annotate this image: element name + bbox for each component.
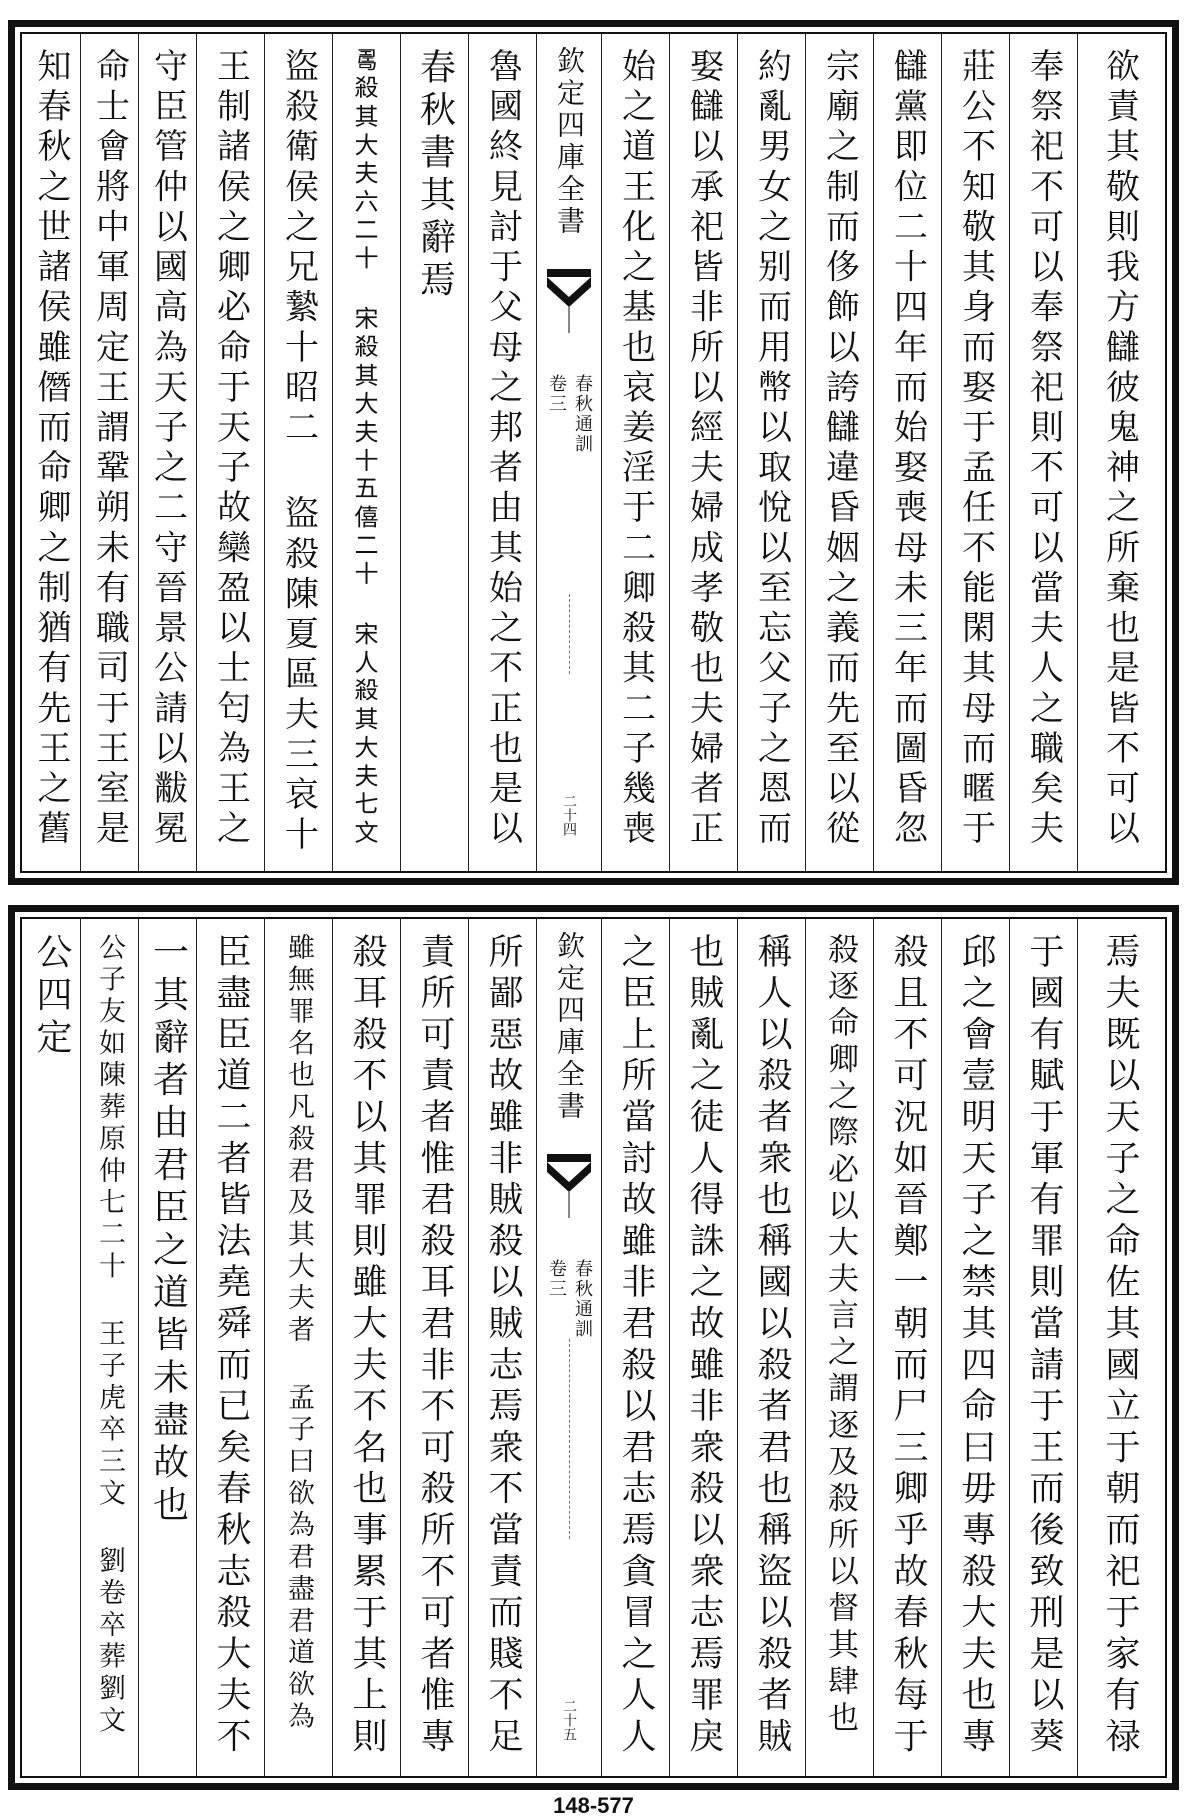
bottom-column-4-text: 殺且不可況如晉鄭一朝而尸三卿乎故春秋每于	[888, 933, 928, 1759]
bottom-column-12	[264, 919, 332, 1776]
page-number: 148-577	[553, 1793, 634, 1818]
top-column-9-text: 魯國終見討于父母之邦者由其始之不正也是以	[482, 48, 523, 851]
bottom-column-11	[332, 919, 400, 1776]
top-column-16	[22, 34, 80, 871]
bottom-column-12-text: 雖無罪名也凡殺君及其大夫者 孟子曰欲為君盡君道欲為	[283, 933, 314, 1734]
bottom-column-13-text: 臣盡臣道二者皆法堯舜而已矣春秋志殺大夫不	[211, 933, 251, 1759]
bottom-column-15	[80, 919, 138, 1776]
bottom-column-10	[400, 919, 468, 1776]
bottom-column-9	[468, 919, 536, 1776]
top-column-10	[400, 34, 468, 871]
bottom-column-9-text: 所鄙惡故雖非賊殺以賊志焉衆不當責而賤不足	[483, 933, 523, 1759]
top-column-16-text: 知春秋之世諸侯雖僭而命卿之制猶有先王之舊	[31, 48, 71, 851]
fish-tail-mark-icon	[547, 1154, 591, 1218]
top-column-5	[805, 34, 873, 871]
top-column-10-text: 春秋書其辭焉	[414, 48, 456, 303]
top-column-15	[80, 34, 138, 871]
bottom-column-1	[1077, 919, 1161, 1776]
bottom-column-2-text: 于國有賦于軍有罪則當請于王而後致刑是以葵	[1024, 933, 1064, 1759]
top-column-6-text: 約亂男女之别而用幣以取悅以至忘父子之恩而	[751, 48, 792, 851]
top-column-7-text: 娶讎以承祀皆非所以經夫婦成孝敬也夫婦者正	[683, 48, 724, 851]
banner-book-top: 春秋通訓	[572, 374, 593, 454]
banner-title-bottom: 欽定四庫全書	[553, 931, 586, 1123]
bottom-column-8	[601, 919, 669, 1776]
bottom-column-16	[22, 919, 80, 1776]
bottom-column-3-text: 邱之會壹明天子之禁其四命曰毋專殺大夫也專	[956, 933, 996, 1759]
banner-volume-bottom: 卷三	[546, 1259, 567, 1299]
bottom-column-16-text: 公四定	[31, 933, 72, 1061]
bottom-column-2	[1009, 919, 1077, 1776]
fish-tail-mark-icon	[547, 269, 591, 333]
bottom-column-6-text: 稱人以殺者衆也稱國以殺者君也稱盜以殺者賊	[752, 933, 792, 1759]
top-column-1	[1077, 34, 1161, 871]
top-column-14	[138, 34, 196, 871]
top-column-4-text: 讎黨即位二十四年而始娶喪母未三年而圖昏忽	[887, 48, 928, 851]
top-column-14-text: 守臣管仲以國高為天子之二守晉景公請以黻冕	[147, 48, 188, 851]
banner-title-top: 欽定四庫全書	[553, 46, 586, 238]
top-column-6	[737, 34, 805, 871]
top-page-inner-frame	[20, 32, 1167, 873]
top-column-1-text: 欲責其敬則我方讎彼鬼神之所棄也是皆不可以	[1099, 48, 1140, 851]
bottom-page-panel	[8, 905, 1179, 1790]
bottom-banner-column	[536, 919, 601, 1776]
bottom-column-4	[873, 919, 941, 1776]
bottom-page-inner-frame	[20, 917, 1167, 1778]
banner-volume-top: 卷三	[546, 374, 567, 414]
banner-book-bottom: 春秋通訓	[572, 1259, 593, 1339]
top-page-panel	[8, 20, 1179, 885]
bottom-column-11-text: 殺耳殺不以其罪則雖大夫不名也事累于其上則	[347, 933, 387, 1759]
bottom-column-8-text: 之臣上所當討故雖非君殺以君志焉貪冒之人人	[616, 933, 656, 1759]
top-column-13	[196, 34, 264, 871]
banner-book-title-bottom	[543, 1259, 595, 1339]
top-column-12-text: 盜殺衛侯之兄縶十昭二 盜殺陳夏區夫三哀十	[278, 48, 319, 857]
top-column-9	[468, 34, 536, 871]
bottom-column-7-text: 也賊亂之徒人得誅之故雖非衆殺以衆志焉罪戾	[684, 933, 724, 1759]
bottom-column-7	[669, 919, 737, 1776]
bottom-column-14-text: 一其辭者由君臣之道皆未盡故也	[147, 933, 189, 1528]
bottom-column-15-text: 公子友如陳葬原仲七二十 王子虎卒三文 劉卷卒葬劉文	[94, 933, 125, 1738]
dashed-rule	[569, 1339, 570, 1539]
bottom-column-5-text: 殺逐命卿之際必以大夫言之謂逐及殺所以督其肆也	[822, 933, 858, 1738]
top-column-11-text: 𠷎殺其大夫六二十 宋殺其大夫十五僖二十 宋人殺其大夫七文	[352, 48, 381, 849]
top-banner-column	[536, 34, 601, 871]
banner-page-top: 二十四	[561, 794, 577, 836]
top-column-11	[332, 34, 400, 871]
bottom-column-14	[138, 919, 196, 1776]
top-column-4	[873, 34, 941, 871]
top-column-3	[941, 34, 1009, 871]
top-column-12	[264, 34, 332, 871]
top-column-2-text: 奉祭祀不可以奉祭祀則不可以當夫人之職矣夫	[1023, 48, 1064, 851]
bottom-column-3	[941, 919, 1009, 1776]
bottom-column-10-text: 責所可責者惟君殺耳君非不可殺所不可者惟專	[415, 933, 455, 1759]
top-column-15-text: 命士會將中軍周定王謂鞏朔未有職司于王室是	[89, 48, 130, 851]
banner-page-bottom: 二十五	[561, 1699, 577, 1741]
top-column-8	[601, 34, 669, 871]
top-column-3-text: 莊公不知敬其身而娶于孟任不能閑其母而暱于	[955, 48, 996, 851]
top-column-7	[669, 34, 737, 871]
banner-book-title-top	[543, 374, 595, 454]
bottom-column-5	[805, 919, 873, 1776]
bottom-column-13	[196, 919, 264, 1776]
dashed-rule	[569, 594, 570, 674]
top-column-8-text: 始之道王化之基也哀姜淫于二卿殺其二子幾喪	[615, 48, 656, 851]
bottom-column-6	[737, 919, 805, 1776]
top-column-13-text: 王制諸侯之卿必命于天子故欒盈以士匄為王之	[210, 48, 251, 851]
top-column-2	[1009, 34, 1077, 871]
bottom-column-1-text: 焉夫既以天子之命佐其國立于朝而祀于家有禄	[1100, 933, 1140, 1759]
top-column-5-text: 宗廟之制而侈飾以誇讎違昏姻之義而先至以從	[819, 48, 860, 851]
